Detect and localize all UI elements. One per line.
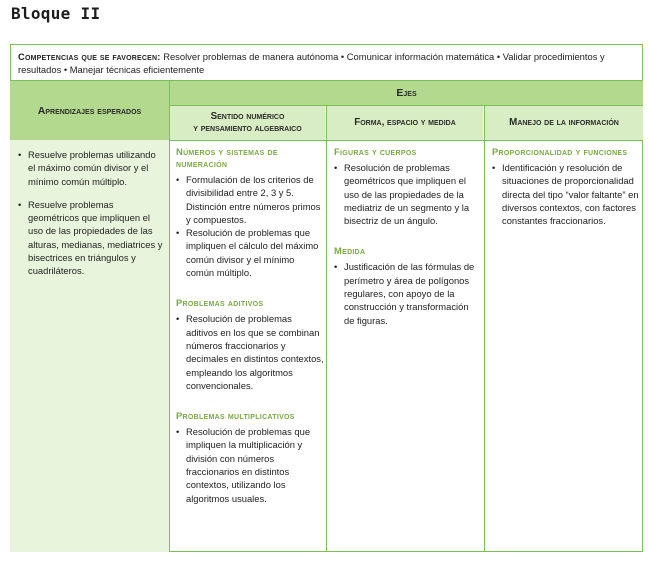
list-item: • Resuelve problemas geométricos que impliquen el uso de las propiedades de las alturas, medianas, mediatrices y bisectrices en triángulos y cuadriláteros. <box>18 198 163 278</box>
page-title: Bloque II <box>11 4 101 23</box>
section-title: Números y sistemas de numeración <box>176 146 278 169</box>
list-item: • Resuelve problemas utilizando el máximo común divisor y el mínimo común múltiplo. <box>18 148 163 188</box>
divider <box>170 105 643 106</box>
list-item: • Resolución de problemas geométricos que impliquen el uso de las propiedades de la mediatriz de un segmento y la bisectriz de un ángulo. <box>334 161 480 227</box>
header-sentido-line1: Sentido numérico <box>210 111 285 122</box>
header-aprendizajes: Aprendizajes esperados <box>10 81 169 140</box>
competencias-row <box>10 44 643 81</box>
section-title: Problemas multiplicativos <box>176 410 295 422</box>
divider <box>484 106 485 552</box>
divider <box>326 106 327 552</box>
sentido-column <box>176 146 324 505</box>
header-sentido-line2: y pensamiento algebraico <box>193 123 302 134</box>
list-item: • Justificación de las fórmulas de perímetro y área de polígonos regulares, con apoyo de la construcción y transformación de figuras. <box>334 260 480 326</box>
competencias-label: Competencias que se favorecen: <box>18 51 161 62</box>
list-item: • Formulación de los criterios de divisibilidad entre 2, 3 y 5. Distinción entre números primos y compuestos. <box>176 173 324 226</box>
list-item: • Resolución de problemas que impliquen el cálculo del máximo común divisor y el mínimo común múltiplo. <box>176 226 324 279</box>
list-item: • Identificación y resolución de situaciones de proporcionalidad directa del tipo “valor faltante” en diversos contextos, con factores constantes fraccionarios. <box>492 161 640 227</box>
section-title: Figuras y cuerpos <box>334 146 417 157</box>
competencias-text: Resolver problemas de manera autónoma • Comunicar información matemática • Validar procedimientos y resultados • Manejar técnicas eficientemente <box>18 51 605 75</box>
header-forma: Forma, espacio y medida <box>327 106 483 140</box>
divider <box>169 81 170 552</box>
aprendizajes-column <box>10 140 169 552</box>
section-title: Problemas aditivos <box>176 297 264 309</box>
header-ejes: Ejes <box>170 81 643 105</box>
list-item: • Resolución de problemas aditivos en los que se combinan números fraccionarios y decimales en distintos contextos, empleando los algoritmos convencionales. <box>176 312 324 392</box>
list-item: • Resolución de problemas que impliquen la multiplicación y división con números fraccionarios en distintos contextos, utilizando los algoritmos usuales. <box>176 425 324 505</box>
forma-column <box>334 146 480 327</box>
section-title: Proporcionalidad y funciones <box>492 146 628 157</box>
header-sentido <box>170 106 325 140</box>
header-manejo: Manejo de la información <box>485 106 643 140</box>
manejo-column <box>492 146 640 227</box>
section-title: Medida <box>334 245 366 257</box>
